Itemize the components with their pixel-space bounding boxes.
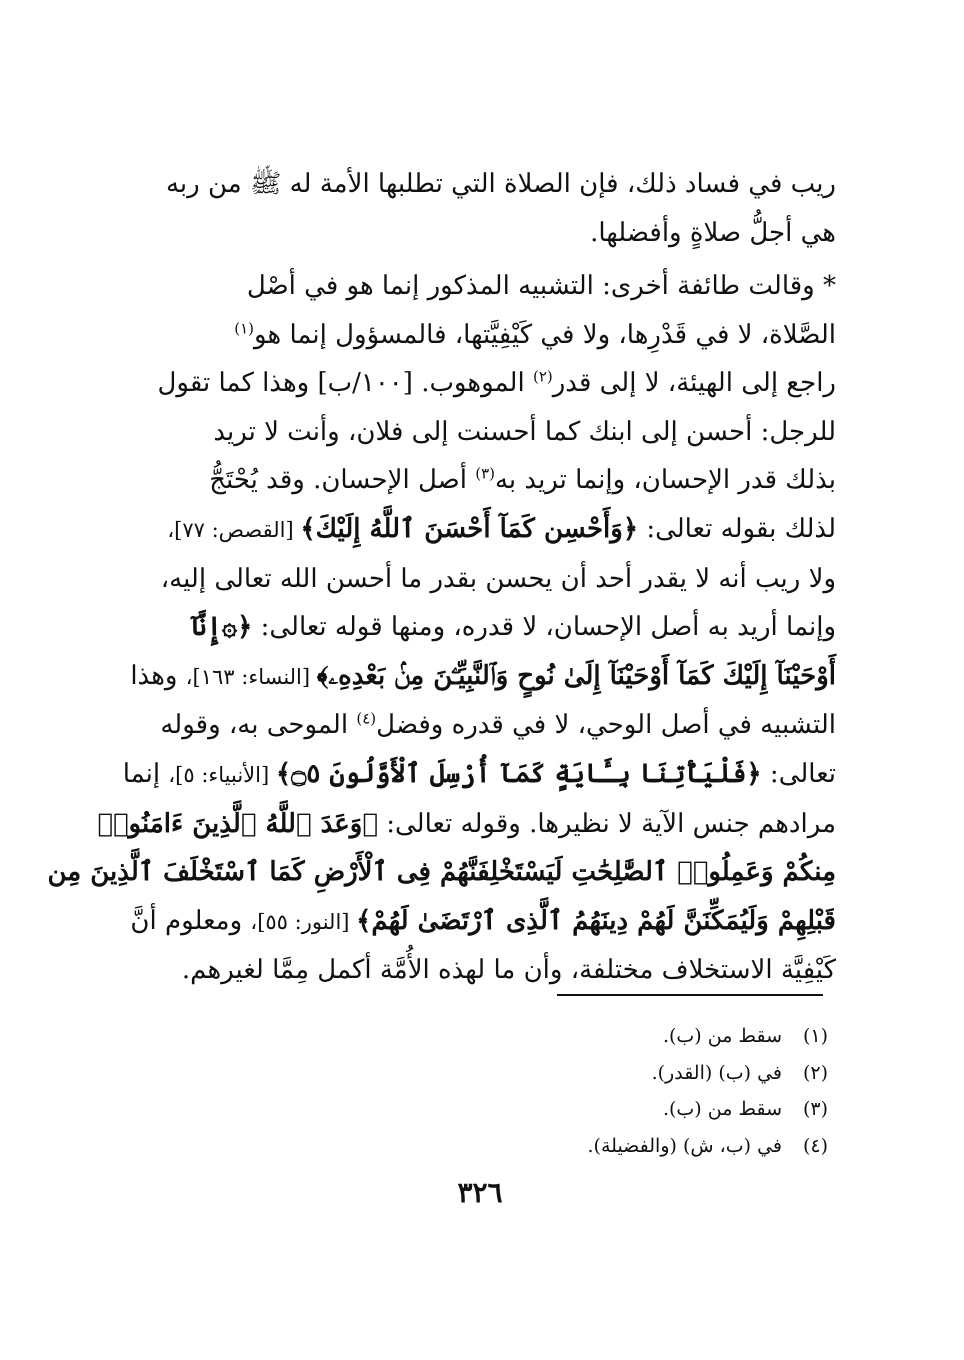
footnote-text: سقط من (ب). <box>662 1098 782 1120</box>
paragraph-2 <box>47 262 836 995</box>
footnote-number: (٢) <box>802 1061 828 1084</box>
footnote-item <box>328 1018 828 1055</box>
page-number: ٣٢٦ <box>457 1176 503 1209</box>
verse-reference: [القصص: ٧٧]، <box>167 517 301 542</box>
text-line <box>47 848 836 897</box>
text-segment: التشبيه في أصل الوحي، لا في قدره وفضل <box>376 710 836 741</box>
text-line <box>130 701 836 750</box>
text-segment: الموهوب. [١٠٠/ب] وهذا كما تقول <box>157 368 533 399</box>
footnote-number: (١) <box>802 1025 828 1047</box>
text-segment: لذلك بقوله تعالى: <box>638 513 836 544</box>
paragraph-1 <box>130 160 836 257</box>
text-segment: وإنما أريد به أصل الإحسان، لا قدره، ومنها قوله تعالى: <box>252 612 836 643</box>
text-segment: وهذا <box>130 660 186 691</box>
verse-reference: [الأنبياء: ٥]، <box>168 762 276 787</box>
quran-verse: ﴿وَأَحْسِن كَمَآ أَحْسَنَ ٱللَّهُ إِلَيْكَ﴾ <box>300 513 639 544</box>
text-line: هي أجلُّ صلاةٍ وأفضلها. <box>590 217 836 248</box>
footnote-number: (٤) <box>802 1134 828 1157</box>
text-line: للرجل: أحسن إلى ابنك كما أحسنت إلى فلان، وأنت لا تريد <box>213 416 836 447</box>
text-segment: مرادهم جنس الآية لا نظيرها. وقوله تعالى: <box>377 808 836 839</box>
footnote-item <box>328 1091 828 1128</box>
text-line: كَيْفِيَّة الاستخلاف مختلفة، وأن ما لهذه الأُمَّة أكمل مِمَّا لغيرهم. <box>181 955 836 986</box>
text-line <box>130 456 836 505</box>
text-segment: إنما <box>122 758 169 789</box>
text-line <box>130 897 836 947</box>
text-line: ريب في فساد ذلك، فإن الصلاة التي تطلبها الأمة له ﷺ من ربه <box>165 169 836 199</box>
verse-reference: [النور: ٥٥]، <box>250 909 357 934</box>
text-segment: تعالى: <box>761 758 836 789</box>
quran-verse: ﴿وَعَدَ ٱللَّهُ ٱلَّذِينَ ءَامَنُوا۟ <box>97 808 378 839</box>
footnote-text: سقط من (ب). <box>662 1025 782 1047</box>
footnote-marker: (٣) <box>475 464 495 483</box>
footnote-marker: (٢) <box>532 367 553 386</box>
footnote-item <box>328 1128 828 1165</box>
footnote-text: في (ب، ش) (والفضيلة). <box>587 1134 782 1157</box>
text-line <box>122 750 836 800</box>
quran-verse: مِنكُمْ وَعَمِلُوا۟ ٱلصَّٰلِحَٰتِ لَيَسْتَخْلِفَنَّهُمْ فِى ٱلْأَرْضِ كَمَا ٱسْتَخْلَفَ ٱلَّذِينَ مِن <box>47 857 836 888</box>
text-segment: أصل الإحسان. وقد يُحْتَجُّ <box>209 465 476 496</box>
quran-verse: أَوْحَيْنَآ إِلَيْكَ كَمَآ أَوْحَيْنَآ إِلَىٰ نُوحٍ وَٱلنَّبِيِّـۧنَ مِنۢ بَعْدِهِۦ﴾ <box>316 660 836 691</box>
text-segment: راجع إلى الهيئة، لا إلى قدر <box>552 368 836 399</box>
text-line <box>130 359 836 408</box>
text-segment: بذلك قدر الإحسان، وإنما تريد به <box>494 465 836 496</box>
text-segment: الموحى به، وقوله <box>160 710 357 741</box>
footnote-divider <box>557 994 823 996</box>
text-line <box>130 652 836 702</box>
footnote-marker: (١) <box>234 318 255 337</box>
quran-verse: ﴿۞إِنَّآ <box>191 612 253 643</box>
footnote-text: في (ب) (القدر). <box>651 1061 782 1084</box>
quran-verse: قَبْلِهِمْ وَلَيُمَكِّنَنَّ لَهُمْ دِينَهُمُ ٱلَّذِى ٱرْتَضَىٰ لَهُمْ﴾ <box>356 905 836 936</box>
text-line <box>97 800 836 849</box>
text-line <box>130 505 836 555</box>
text-line: ولا ريب أنه لا يقدر أحد أن يحسن بقدر ما أحسن الله تعالى إليه، <box>160 563 836 594</box>
footnote-marker: (٤) <box>356 709 377 728</box>
text-line: * وقالت طائفة أخرى: التشبيه المذكور إنما هو في أصْل <box>246 271 836 301</box>
verse-reference: [النساء: ١٦٣]، <box>185 664 317 689</box>
quran-verse: ﴿فَلْيَأْتِنَا بِـَٔايَةٍ كَمَآ أُرْسِلَ ٱلْأَوَّلُونَ ۝٥﴾ <box>275 758 762 789</box>
text-segment: ومعلوم أنَّ <box>130 905 251 936</box>
text-segment: الصَّلاة، لا في قَدْرِها، ولا في كَيْفِيَّتها، فالمسؤول إنما هو <box>254 319 836 350</box>
footnotes <box>328 1018 828 1164</box>
footnote-item <box>328 1055 828 1092</box>
text-line <box>130 311 836 360</box>
text-line <box>130 603 836 652</box>
footnote-number: (٣) <box>802 1098 828 1120</box>
